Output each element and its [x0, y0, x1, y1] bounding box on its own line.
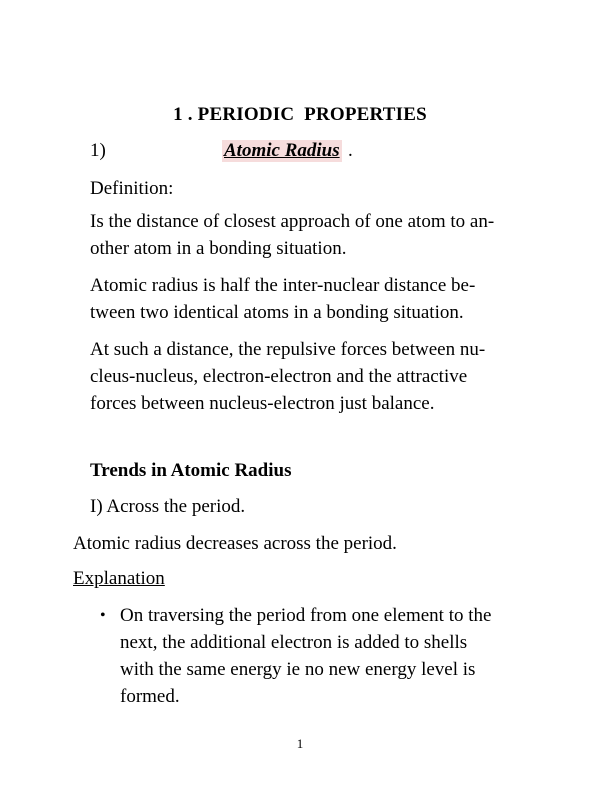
definition-label: Definition:	[90, 178, 174, 199]
across-period-label: I) Across the period.	[90, 496, 246, 517]
bullet-line: next, the additional electron is added to shells	[120, 632, 468, 653]
explanation-label: Explanation	[73, 568, 165, 589]
paragraph-line: At such a distance, the repulsive forces between nu-	[90, 339, 486, 360]
paragraph-definition	[90, 208, 530, 262]
paragraph-line: tween two identical atoms in a bonding situation.	[90, 302, 464, 323]
section-title-suffix: .	[348, 140, 353, 161]
section-number: 1)	[90, 140, 106, 161]
bullet-line: On traversing the period from one element to the	[120, 605, 492, 626]
paragraph-line: cleus-nucleus, electron-electron and the attractive	[90, 366, 468, 387]
trends-heading: Trends in Atomic Radius	[90, 460, 292, 481]
bullet-line: formed.	[120, 686, 180, 707]
across-period-statement: Atomic radius decreases across the period.	[73, 533, 397, 554]
paragraph-forces-balance	[90, 336, 530, 417]
paragraph-line: Atomic radius is half the inter-nuclear distance be-	[90, 275, 476, 296]
paragraph-line: other atom in a bonding situation.	[90, 238, 347, 259]
section-heading-atomic-radius	[90, 140, 510, 168]
list-item	[120, 602, 540, 710]
section-title: Atomic Radius	[224, 140, 340, 161]
paragraph-line: forces between nucleus-electron just balance.	[90, 393, 435, 414]
bullet-line: with the same energy ie no new energy level is	[120, 659, 476, 680]
page-title: 1 . PERIODIC PROPERTIES	[173, 104, 427, 125]
page-number: 1	[296, 736, 304, 751]
paragraph-line: Is the distance of closest approach of one atom to an-	[90, 211, 495, 232]
bullet-icon: •	[100, 607, 106, 624]
paragraph-half-distance	[90, 272, 530, 326]
